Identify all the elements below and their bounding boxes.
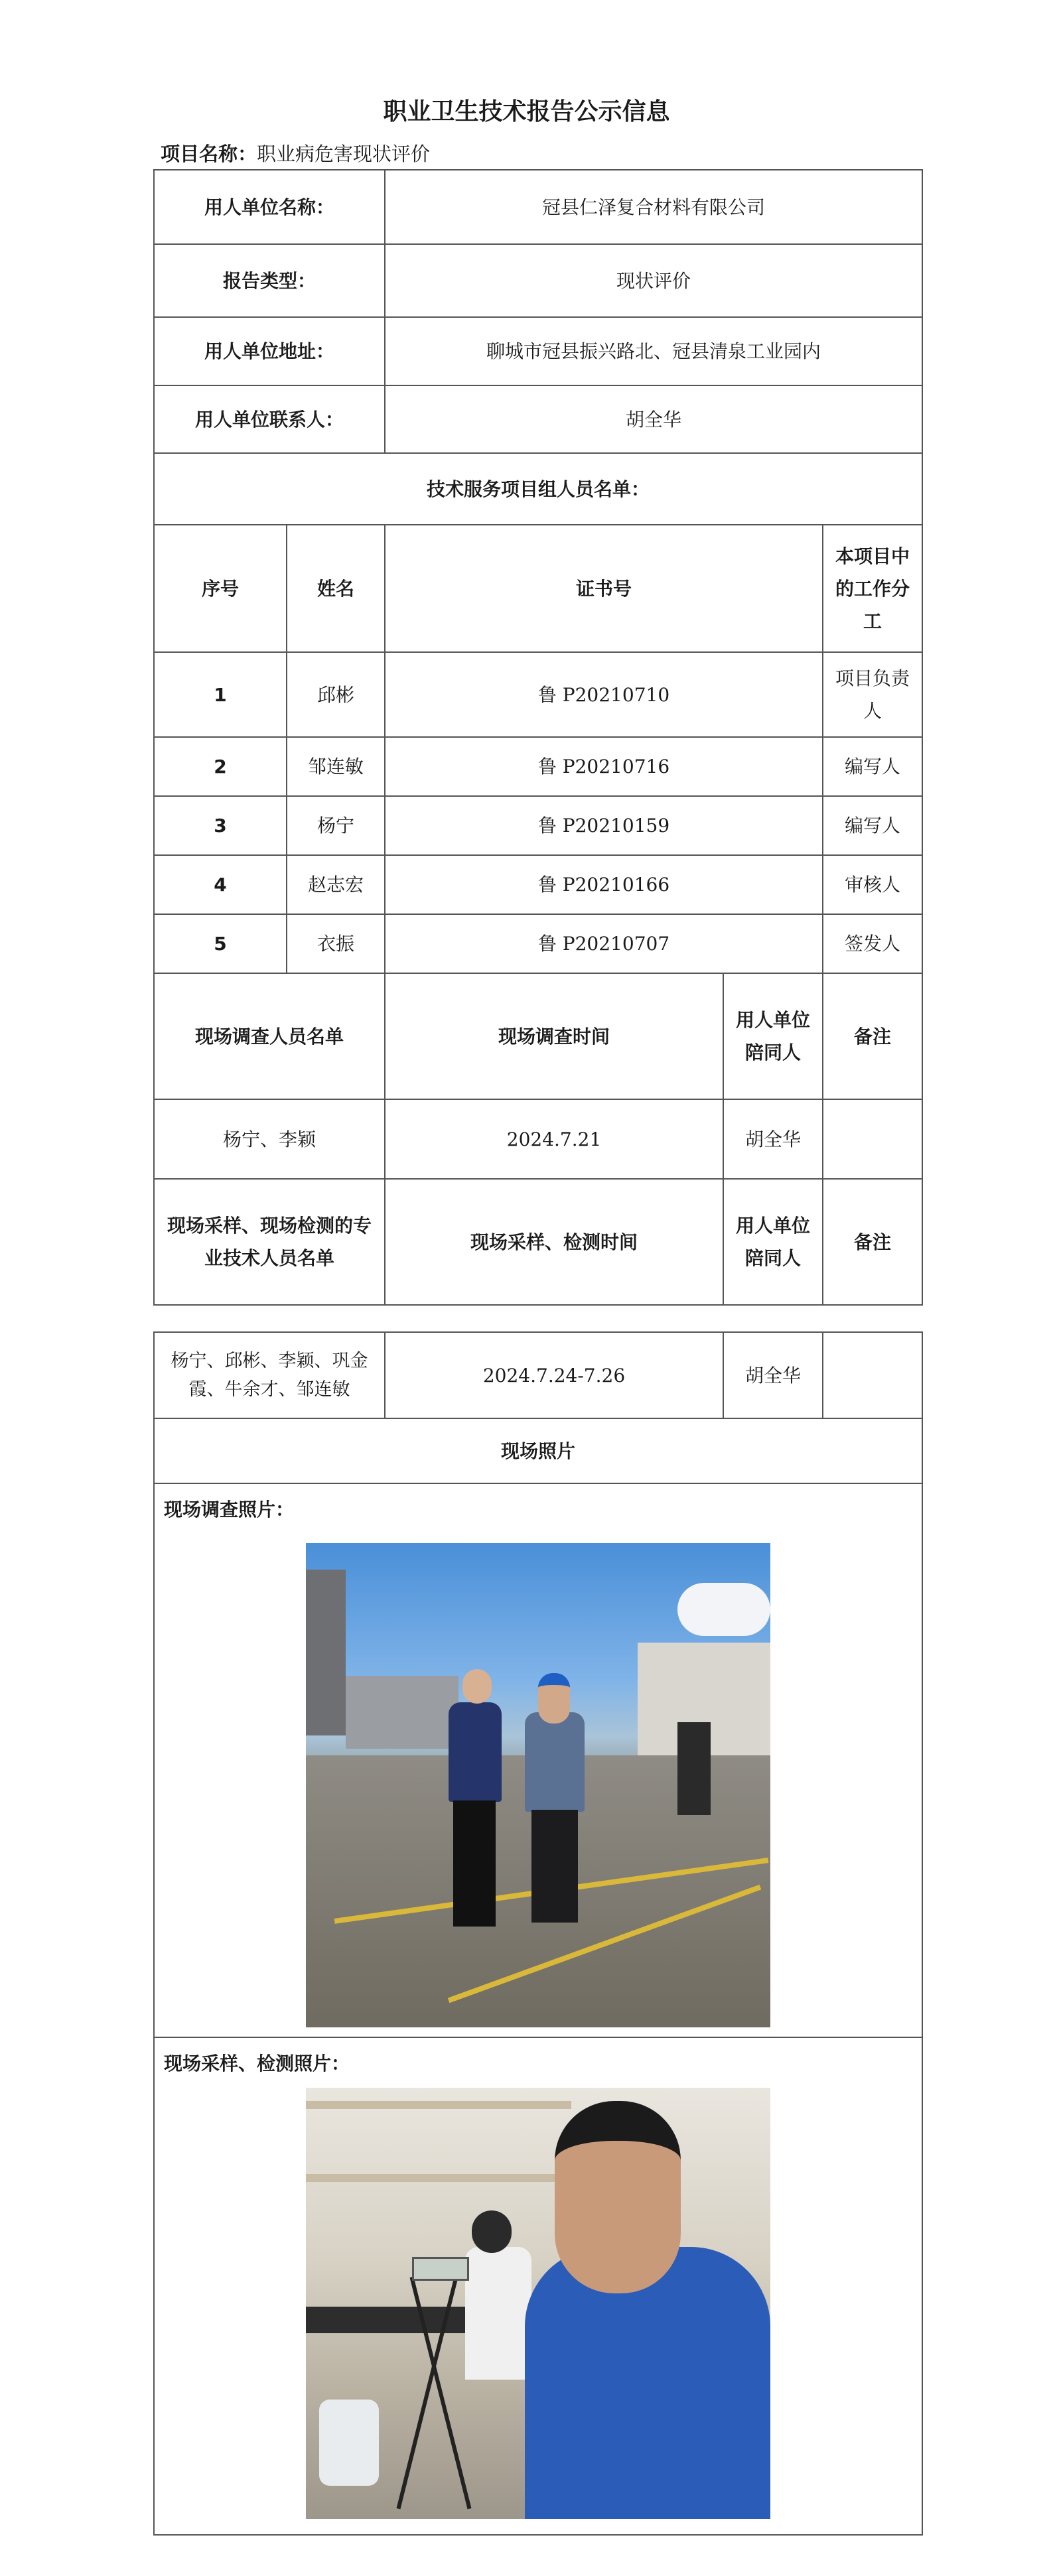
survey-staff-header: 现场调查人员名单 (154, 973, 385, 1099)
survey-photo-label: 现场调查照片： (164, 1499, 295, 1521)
sampling-companion-header: 用人单位陪同人 (723, 1179, 823, 1305)
survey-header-row (154, 973, 922, 1099)
info-label: 用人单位名称： (154, 170, 385, 244)
sampling-photo (306, 2088, 770, 2519)
shelf-shape (306, 2174, 571, 2182)
info-row (154, 385, 922, 453)
person-shape (462, 1669, 492, 1704)
info-value: 胡全华 (385, 385, 922, 453)
sampling-photo-cell (154, 2037, 922, 2535)
person-shape (538, 1673, 570, 1724)
member-role: 编写人 (823, 737, 922, 796)
sampling-time: 2024.7.24-7.26 (385, 1332, 723, 1418)
team-row (154, 652, 922, 737)
sampling-staff-header: 现场采样、现场检测的专业技术人员名单 (154, 1179, 385, 1305)
shelf-shape (306, 2101, 571, 2109)
sampling-photo-row (154, 2037, 922, 2535)
member-role: 编写人 (823, 796, 922, 855)
member-name: 赵志宏 (287, 855, 385, 914)
container-shape (319, 2400, 379, 2486)
info-value: 冠县仁泽复合材料有限公司 (385, 170, 922, 244)
survey-time-header: 现场调查时间 (385, 973, 723, 1099)
info-row (154, 244, 922, 317)
member-seq: 3 (154, 796, 287, 855)
header-seq: 序号 (154, 525, 287, 652)
header-cert: 证书号 (385, 525, 823, 652)
sampling-row (154, 1332, 922, 1418)
member-role: 审核人 (823, 855, 922, 914)
person-shape (525, 1712, 585, 1812)
member-role: 项目负责人 (823, 652, 922, 737)
project-label: 项目名称： (161, 143, 257, 165)
info-label: 用人单位联系人： (154, 385, 385, 453)
member-seq: 2 (154, 737, 287, 796)
info-table (153, 169, 923, 1306)
team-row (154, 796, 922, 855)
member-seq: 1 (154, 652, 287, 737)
member-name: 衣振 (287, 914, 385, 973)
building-shape (306, 1570, 346, 1735)
person-shape (525, 2247, 770, 2519)
member-name: 邱彬 (287, 652, 385, 737)
page-title: 职业卫生技术报告公示信息 (383, 98, 670, 125)
member-name: 杨宁 (287, 796, 385, 855)
info-label: 报告类型： (154, 244, 385, 317)
cloud-shape (677, 1583, 770, 1636)
gate-post-shape (677, 1722, 711, 1815)
survey-photo-cell (154, 1483, 922, 2037)
sampling-note-header: 备注 (823, 1179, 922, 1305)
team-header-row (154, 525, 922, 652)
sampling-photo-label: 现场采样、检测照片： (164, 2053, 350, 2074)
info-label: 用人单位地址： (154, 317, 385, 385)
person-shape (465, 2247, 531, 2380)
sampling-staff: 杨宁、邱彬、李颖、巩金霞、牛余才、邹连敏 (154, 1332, 385, 1418)
project-line (161, 139, 430, 167)
survey-time: 2024.7.21 (385, 1099, 723, 1179)
survey-note-header: 备注 (823, 973, 922, 1099)
photos-table (153, 1331, 923, 2536)
member-cert: 鲁 P20210707 (385, 914, 823, 973)
member-name: 邹连敏 (287, 737, 385, 796)
team-heading: 技术服务项目组人员名单： (154, 453, 922, 525)
building-shape (346, 1676, 458, 1749)
project-value: 职业病危害现状评价 (257, 143, 431, 165)
sampling-companion: 胡全华 (723, 1332, 823, 1418)
team-row (154, 737, 922, 796)
person-shape (449, 1702, 502, 1802)
team-row (154, 914, 922, 973)
instrument-shape (412, 2257, 469, 2281)
person-shape (531, 1810, 578, 1923)
photos-heading: 现场照片 (154, 1418, 922, 1483)
sampling-time-header: 现场采样、检测时间 (385, 1179, 723, 1305)
member-seq: 5 (154, 914, 287, 973)
survey-companion-header: 用人单位陪同人 (723, 973, 823, 1099)
header-role: 本项目中的工作分工 (823, 525, 922, 652)
header-name: 姓名 (287, 525, 385, 652)
member-cert: 鲁 P20210710 (385, 652, 823, 737)
survey-row (154, 1099, 922, 1179)
person-shape (555, 2101, 681, 2293)
team-row (154, 855, 922, 914)
member-seq: 4 (154, 855, 287, 914)
photos-heading-row (154, 1418, 922, 1483)
info-value: 聊城市冠县振兴路北、冠县清泉工业园内 (385, 317, 922, 385)
sampling-header-row (154, 1179, 922, 1305)
sampling-note (823, 1332, 922, 1418)
info-row (154, 170, 922, 244)
survey-note (823, 1099, 922, 1179)
survey-companion: 胡全华 (723, 1099, 823, 1179)
member-role: 签发人 (823, 914, 922, 973)
survey-staff: 杨宁、李颖 (154, 1099, 385, 1179)
member-cert: 鲁 P20210716 (385, 737, 823, 796)
team-heading-row (154, 453, 922, 525)
member-cert: 鲁 P20210166 (385, 855, 823, 914)
member-cert: 鲁 P20210159 (385, 796, 823, 855)
survey-photo-row (154, 1483, 922, 2037)
person-shape (453, 1800, 496, 1927)
person-shape (472, 2210, 512, 2253)
info-row (154, 317, 922, 385)
survey-photo (306, 1543, 770, 2027)
info-value: 现状评价 (385, 244, 922, 317)
